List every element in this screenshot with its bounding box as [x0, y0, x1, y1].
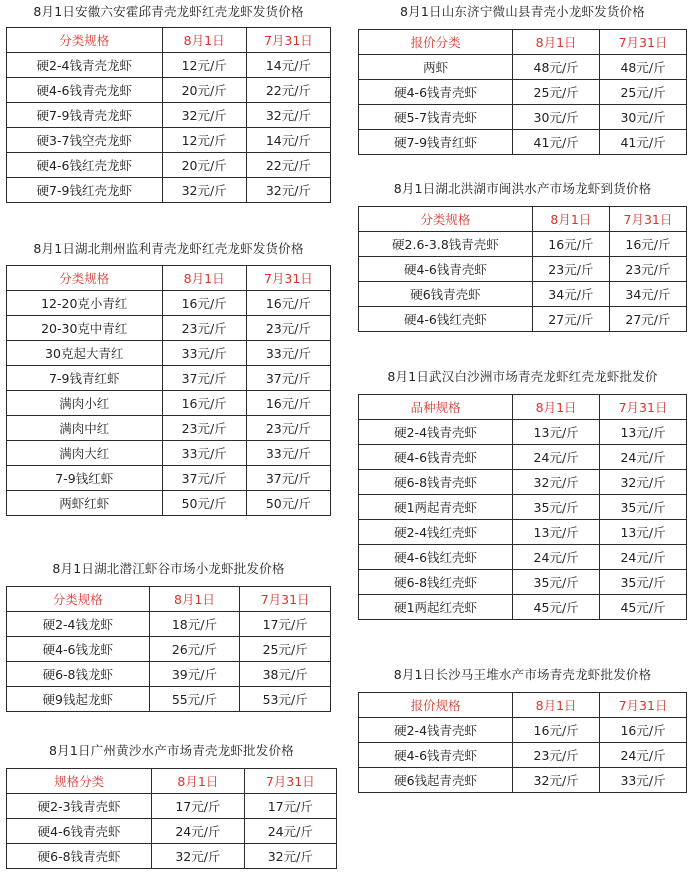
table-row — [7, 291, 331, 316]
price-table — [6, 586, 331, 712]
price-table — [6, 27, 331, 203]
table-row — [7, 53, 331, 78]
table-header-row — [7, 587, 331, 612]
table-title: 8月1日湖北荆州监利青壳龙虾红壳龙虾发货价格 — [33, 241, 304, 256]
column-header: 规格分类 — [7, 769, 152, 794]
price-jul31-cell: 32元/斤 — [246, 178, 330, 203]
spec-cell: 硬4-6钱红壳虾 — [359, 545, 513, 570]
spec-cell: 硬4-6钱红壳龙虾 — [7, 153, 163, 178]
column-header: 8月1日 — [513, 693, 600, 718]
column-header: 8月1日 — [149, 587, 240, 612]
table-row — [7, 662, 331, 687]
spec-cell: 20-30克中青红 — [7, 316, 163, 341]
price-table-block — [6, 4, 331, 203]
table-header-row — [7, 28, 331, 53]
table-row — [7, 366, 331, 391]
table-row — [7, 341, 331, 366]
spec-cell: 满肉中红 — [7, 416, 163, 441]
table-row — [7, 794, 337, 819]
table-row — [7, 316, 331, 341]
price-jul31-cell: 13元/斤 — [600, 420, 687, 445]
spec-cell: 硬2.6-3.8钱青壳虾 — [359, 232, 533, 257]
spec-cell: 硬2-4钱青壳虾 — [359, 420, 513, 445]
spec-cell: 硬6钱青壳虾 — [359, 282, 533, 307]
table-title: 8月1日武汉白沙洲市场青壳龙虾红壳龙虾批发价 — [387, 369, 658, 384]
price-table-block — [6, 743, 337, 869]
spec-cell: 硬4-6钱青壳虾 — [359, 257, 533, 282]
table-title: 8月1日山东济宁微山县青壳小龙虾发货价格 — [400, 4, 645, 19]
spec-cell: 7-9钱红虾 — [7, 466, 163, 491]
price-aug1-cell: 37元/斤 — [162, 366, 246, 391]
column-header: 7月31日 — [246, 28, 330, 53]
spec-cell: 硬4-6钱青壳虾 — [7, 819, 152, 844]
table-row — [7, 78, 331, 103]
price-aug1-cell: 18元/斤 — [149, 612, 240, 637]
column-header: 7月31日 — [240, 587, 331, 612]
spec-cell: 满肉小红 — [7, 391, 163, 416]
price-aug1-cell: 23元/斤 — [532, 257, 609, 282]
price-aug1-cell: 26元/斤 — [149, 637, 240, 662]
price-aug1-cell: 45元/斤 — [513, 595, 600, 620]
column-header: 7月31日 — [609, 207, 686, 232]
table-row — [359, 470, 687, 495]
price-jul31-cell: 14元/斤 — [246, 128, 330, 153]
table-row — [7, 416, 331, 441]
spec-cell: 硬7-9钱红壳龙虾 — [7, 178, 163, 203]
column-header: 报价规格 — [359, 693, 513, 718]
price-aug1-cell: 25元/斤 — [513, 80, 600, 105]
price-jul31-cell: 32元/斤 — [246, 103, 330, 128]
price-aug1-cell: 23元/斤 — [162, 316, 246, 341]
price-aug1-cell: 33元/斤 — [162, 441, 246, 466]
column-header: 7月31日 — [246, 266, 330, 291]
spec-cell: 硬4-6钱青壳虾 — [359, 743, 513, 768]
spec-cell: 硬4-6钱青壳龙虾 — [7, 78, 163, 103]
price-jul31-cell: 25元/斤 — [240, 637, 331, 662]
table-row — [7, 687, 331, 712]
price-jul31-cell: 37元/斤 — [246, 466, 330, 491]
price-jul31-cell: 16元/斤 — [246, 391, 330, 416]
price-jul31-cell: 22元/斤 — [246, 78, 330, 103]
table-row — [7, 612, 331, 637]
table-row — [359, 768, 687, 793]
price-table — [358, 29, 687, 155]
price-table-block — [358, 181, 687, 332]
price-table-block — [6, 561, 331, 712]
table-row — [359, 80, 687, 105]
price-jul31-cell: 37元/斤 — [246, 366, 330, 391]
price-aug1-cell: 12元/斤 — [162, 128, 246, 153]
price-jul31-cell: 34元/斤 — [609, 282, 686, 307]
price-jul31-cell: 32元/斤 — [244, 844, 336, 869]
spec-cell: 硬2-4钱青壳虾 — [359, 718, 513, 743]
price-aug1-cell: 50元/斤 — [162, 491, 246, 516]
price-aug1-cell: 16元/斤 — [513, 718, 600, 743]
table-row — [359, 743, 687, 768]
price-jul31-cell: 24元/斤 — [600, 545, 687, 570]
spec-cell: 满肉大红 — [7, 441, 163, 466]
price-aug1-cell: 20元/斤 — [162, 153, 246, 178]
price-jul31-cell: 24元/斤 — [600, 445, 687, 470]
column-header: 分类规格 — [359, 207, 533, 232]
price-aug1-cell: 33元/斤 — [162, 341, 246, 366]
price-table — [358, 394, 687, 620]
spec-cell: 7-9钱青红虾 — [7, 366, 163, 391]
column-header: 8月1日 — [162, 28, 246, 53]
table-row — [7, 637, 331, 662]
price-jul31-cell: 23元/斤 — [246, 416, 330, 441]
price-aug1-cell: 16元/斤 — [162, 291, 246, 316]
table-header-row — [7, 769, 337, 794]
table-row — [7, 466, 331, 491]
column-header: 7月31日 — [244, 769, 336, 794]
price-table-block — [358, 369, 687, 620]
spec-cell: 12-20克小青红 — [7, 291, 163, 316]
table-row — [359, 257, 687, 282]
price-table-block — [358, 4, 687, 155]
spec-cell: 硬9钱起龙虾 — [7, 687, 150, 712]
column-header: 8月1日 — [513, 395, 600, 420]
column-header: 8月1日 — [532, 207, 609, 232]
price-jul31-cell: 32元/斤 — [600, 470, 687, 495]
price-jul31-cell: 14元/斤 — [246, 53, 330, 78]
price-aug1-cell: 32元/斤 — [513, 470, 600, 495]
table-row — [7, 153, 331, 178]
price-jul31-cell: 27元/斤 — [609, 307, 686, 332]
spec-cell: 硬6-8钱青壳虾 — [7, 844, 152, 869]
spec-cell: 硬7-9钱青壳龙虾 — [7, 103, 163, 128]
spec-cell: 两虾红虾 — [7, 491, 163, 516]
column-header: 8月1日 — [513, 30, 600, 55]
price-aug1-cell: 30元/斤 — [513, 105, 600, 130]
spec-cell: 硬2-4钱龙虾 — [7, 612, 150, 637]
price-jul31-cell: 41元/斤 — [600, 130, 687, 155]
spec-cell: 硬4-6钱红壳虾 — [359, 307, 533, 332]
price-jul31-cell: 53元/斤 — [240, 687, 331, 712]
table-header-row — [359, 207, 687, 232]
price-jul31-cell: 50元/斤 — [246, 491, 330, 516]
spec-cell: 两虾 — [359, 55, 513, 80]
table-header-row — [359, 395, 687, 420]
spec-cell: 硬7-9钱青红虾 — [359, 130, 513, 155]
table-row — [7, 441, 331, 466]
spec-cell: 硬4-6钱青壳虾 — [359, 80, 513, 105]
price-aug1-cell: 32元/斤 — [162, 178, 246, 203]
column-header: 分类规格 — [7, 266, 163, 291]
price-aug1-cell: 16元/斤 — [532, 232, 609, 257]
table-row — [7, 103, 331, 128]
price-aug1-cell: 32元/斤 — [513, 768, 600, 793]
price-aug1-cell: 23元/斤 — [162, 416, 246, 441]
table-row — [359, 520, 687, 545]
table-row — [7, 491, 331, 516]
price-jul31-cell: 24元/斤 — [600, 743, 687, 768]
price-jul31-cell: 24元/斤 — [244, 819, 336, 844]
price-aug1-cell: 24元/斤 — [513, 445, 600, 470]
column-header: 7月31日 — [600, 30, 687, 55]
table-row — [359, 595, 687, 620]
spec-cell: 硬5-7钱青壳虾 — [359, 105, 513, 130]
price-jul31-cell: 17元/斤 — [244, 794, 336, 819]
price-jul31-cell: 35元/斤 — [600, 495, 687, 520]
price-jul31-cell: 17元/斤 — [240, 612, 331, 637]
price-table-block — [6, 241, 331, 516]
price-aug1-cell: 20元/斤 — [162, 78, 246, 103]
price-aug1-cell: 41元/斤 — [513, 130, 600, 155]
price-jul31-cell: 33元/斤 — [246, 441, 330, 466]
table-row — [359, 545, 687, 570]
spec-cell: 硬6-8钱青壳虾 — [359, 470, 513, 495]
price-aug1-cell: 16元/斤 — [162, 391, 246, 416]
spec-cell: 硬6-8钱龙虾 — [7, 662, 150, 687]
price-aug1-cell: 35元/斤 — [513, 495, 600, 520]
column-header: 报价分类 — [359, 30, 513, 55]
table-title: 8月1日广州黄沙水产市场青壳龙虾批发价格 — [49, 743, 294, 758]
price-jul31-cell: 16元/斤 — [246, 291, 330, 316]
price-aug1-cell: 13元/斤 — [513, 420, 600, 445]
table-row — [359, 55, 687, 80]
price-aug1-cell: 23元/斤 — [513, 743, 600, 768]
price-aug1-cell: 24元/斤 — [152, 819, 244, 844]
price-aug1-cell: 17元/斤 — [152, 794, 244, 819]
price-jul31-cell: 16元/斤 — [600, 718, 687, 743]
price-jul31-cell: 33元/斤 — [246, 341, 330, 366]
price-aug1-cell: 35元/斤 — [513, 570, 600, 595]
price-aug1-cell: 24元/斤 — [513, 545, 600, 570]
price-jul31-cell: 25元/斤 — [600, 80, 687, 105]
price-aug1-cell: 34元/斤 — [532, 282, 609, 307]
spec-cell: 硬4-6钱龙虾 — [7, 637, 150, 662]
spec-cell: 硬1两起红壳虾 — [359, 595, 513, 620]
price-jul31-cell: 45元/斤 — [600, 595, 687, 620]
price-table — [6, 265, 331, 516]
spec-cell: 30克起大青红 — [7, 341, 163, 366]
column-header: 8月1日 — [162, 266, 246, 291]
table-row — [7, 844, 337, 869]
spec-cell: 硬6-8钱红壳虾 — [359, 570, 513, 595]
price-aug1-cell: 32元/斤 — [162, 103, 246, 128]
price-jul31-cell: 23元/斤 — [609, 257, 686, 282]
column-header: 8月1日 — [152, 769, 244, 794]
price-jul31-cell: 22元/斤 — [246, 153, 330, 178]
table-row — [359, 570, 687, 595]
table-header-row — [359, 30, 687, 55]
table-row — [359, 420, 687, 445]
table-title: 8月1日湖北潜江虾谷市场小龙虾批发价格 — [52, 561, 285, 576]
price-aug1-cell: 32元/斤 — [152, 844, 244, 869]
price-jul31-cell: 33元/斤 — [600, 768, 687, 793]
price-jul31-cell: 48元/斤 — [600, 55, 687, 80]
table-row — [7, 178, 331, 203]
column-header: 分类规格 — [7, 28, 163, 53]
price-aug1-cell: 55元/斤 — [149, 687, 240, 712]
price-aug1-cell: 12元/斤 — [162, 53, 246, 78]
price-jul31-cell: 23元/斤 — [246, 316, 330, 341]
column-header: 品种规格 — [359, 395, 513, 420]
table-row — [359, 232, 687, 257]
spec-cell: 硬3-7钱空壳龙虾 — [7, 128, 163, 153]
table-row — [359, 105, 687, 130]
spec-cell: 硬2-3钱青壳虾 — [7, 794, 152, 819]
table-row — [359, 282, 687, 307]
column-header: 7月31日 — [600, 693, 687, 718]
spec-cell: 硬2-4钱青壳龙虾 — [7, 53, 163, 78]
column-header: 7月31日 — [600, 395, 687, 420]
table-row — [359, 718, 687, 743]
price-table — [358, 692, 687, 793]
price-aug1-cell: 13元/斤 — [513, 520, 600, 545]
table-header-row — [7, 266, 331, 291]
table-row — [7, 128, 331, 153]
price-jul31-cell: 16元/斤 — [609, 232, 686, 257]
spec-cell: 硬4-6钱青壳虾 — [359, 445, 513, 470]
price-aug1-cell: 37元/斤 — [162, 466, 246, 491]
price-jul31-cell: 13元/斤 — [600, 520, 687, 545]
price-aug1-cell: 39元/斤 — [149, 662, 240, 687]
table-header-row — [359, 693, 687, 718]
table-title: 8月1日安徽六安霍邱青壳龙虾红壳龙虾发货价格 — [33, 4, 304, 19]
spec-cell: 硬1两起青壳虾 — [359, 495, 513, 520]
column-header: 分类规格 — [7, 587, 150, 612]
table-row — [359, 495, 687, 520]
price-jul31-cell: 30元/斤 — [600, 105, 687, 130]
table-row — [359, 130, 687, 155]
table-title: 8月1日长沙马王堆水产市场青壳龙虾批发价格 — [393, 667, 652, 682]
price-aug1-cell: 48元/斤 — [513, 55, 600, 80]
spec-cell: 硬6钱起青壳虾 — [359, 768, 513, 793]
table-title: 8月1日湖北洪湖市闽洪水产市场龙虾到货价格 — [393, 181, 652, 196]
price-aug1-cell: 27元/斤 — [532, 307, 609, 332]
table-row — [7, 391, 331, 416]
price-jul31-cell: 35元/斤 — [600, 570, 687, 595]
price-table-block — [358, 667, 687, 793]
table-row — [359, 307, 687, 332]
table-row — [359, 445, 687, 470]
table-row — [7, 819, 337, 844]
price-table — [358, 206, 687, 332]
price-jul31-cell: 38元/斤 — [240, 662, 331, 687]
price-table — [6, 768, 337, 869]
spec-cell: 硬2-4钱红壳虾 — [359, 520, 513, 545]
